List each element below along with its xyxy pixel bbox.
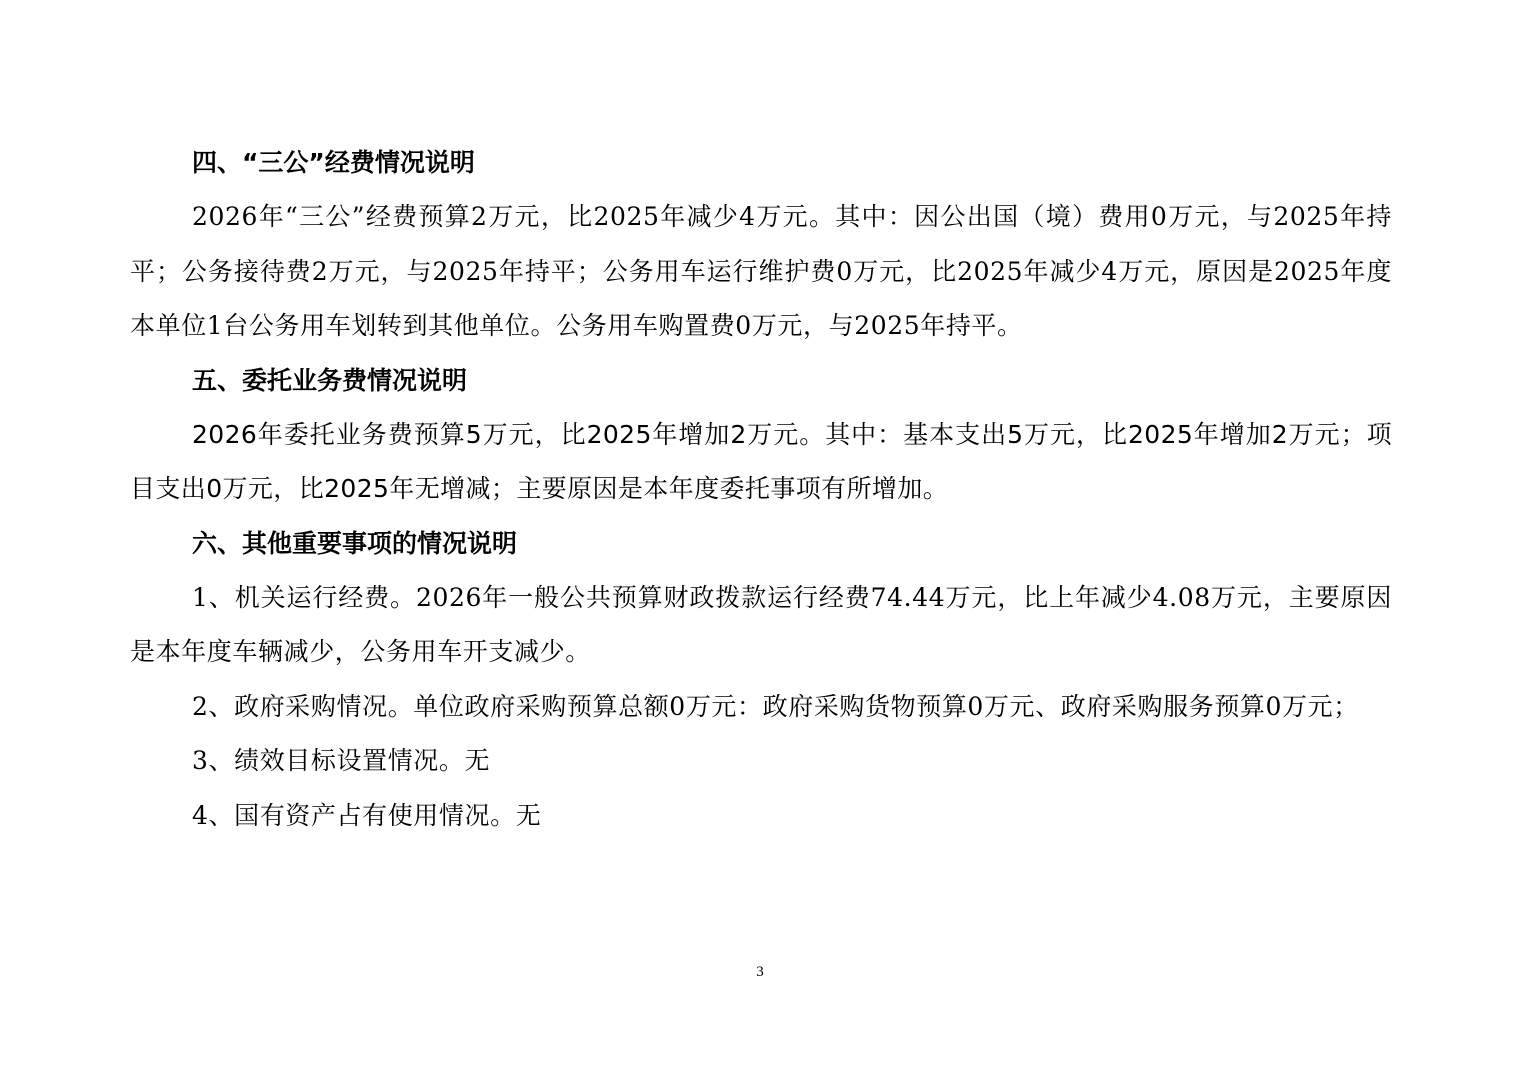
paragraph-performance-targets: 3、绩效目标设置情况。无 (192, 746, 491, 775)
document-body (130, 136, 1392, 843)
paragraph-state-assets: 4、国有资产占有使用情况。无 (192, 800, 542, 830)
paragraph-government-procurement: 2、政府采购情况。单位政府采购预算总额0万元：政府采购货物预算0万元、政府采购服务预算0万元； (192, 691, 1359, 721)
section-heading-sangong: 四、“三公”经费情况说明 (192, 148, 475, 177)
paragraph-operating-funds: 1、机关运行经费。2026年一般公共预算财政拨款运行经费74.44万元，比上年减少4.08万元，主要原因是本年度车辆减少，公务用车开支减少。 (130, 582, 1392, 666)
page-number: 3 (756, 964, 764, 980)
section-heading-entrusted-business: 五、委托业务费情况说明 (192, 365, 468, 395)
paragraph-sangong-budget: 2026年“三公”经费预算2万元，比2025年减少4万元。其中：因公出国（境）费用0万元，与2025年持平；公务接待费2万元，与2025年持平；公务用车运行维护费0万元，比2025年减少4万元，原因是2025年度本单位1台公务用车划转到其他单位。公务用车购置费0万元，与2025年持平。 (130, 202, 1392, 340)
paragraph-entrusted-business-budget: 2026年委托业务费预算5万元，比2025年增加2万元。其中：基本支出5万元，比2025年增加2万元；项目支出0万元，比2025年无增减；主要原因是本年度委托事项有所增加。 (130, 419, 1392, 503)
section-heading-other-matters: 六、其他重要事项的情况说明 (192, 528, 518, 558)
